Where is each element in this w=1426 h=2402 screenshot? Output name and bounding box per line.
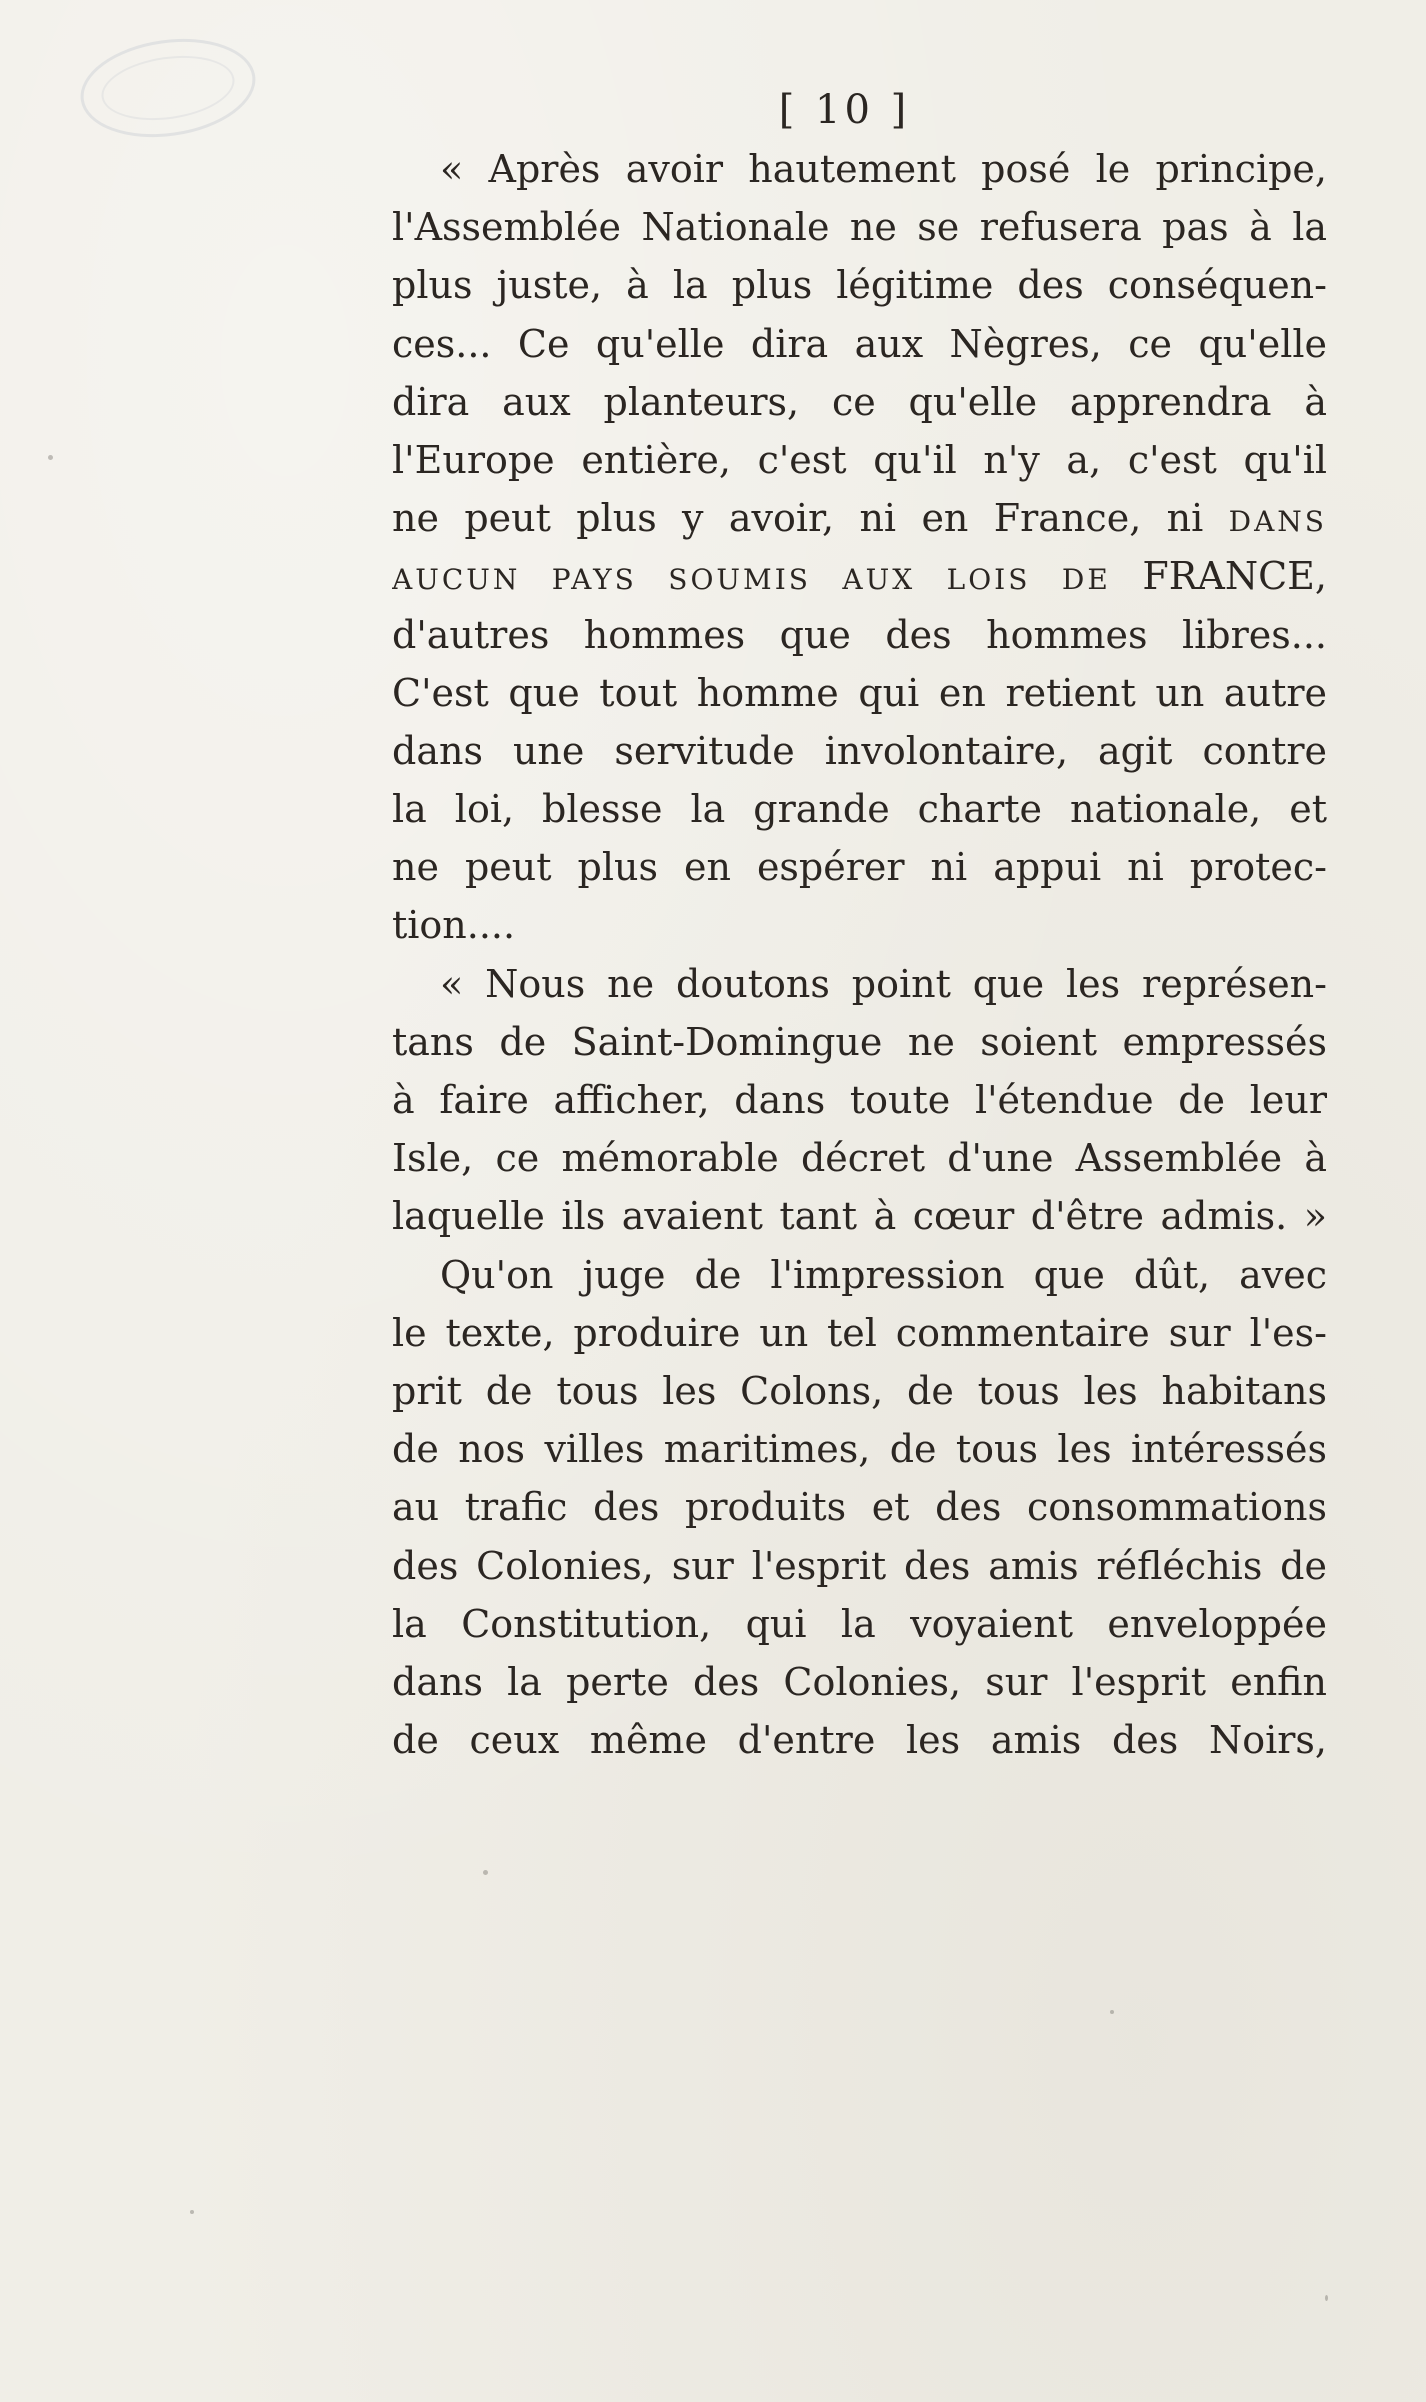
text-line: l'Assemblée Nationale ne se refusera pas à la: [392, 205, 1327, 250]
small-caps-text: AUCUN PAYS SOUMIS AUX LOIS DE: [392, 563, 1111, 597]
text-line: la loi, blesse la grande charte nationale, et: [392, 787, 1327, 832]
text-line: Isle, ce mémorable décret d'une Assemblée à: [392, 1136, 1327, 1181]
text-line: [392, 547, 1327, 605]
text-line: dans la perte des Colonies, sur l'esprit enfin: [392, 1659, 1327, 1704]
text-line: tion....: [392, 903, 516, 948]
text-line: ces... Ce qu'elle dira aux Nègres, ce qu'elle: [392, 321, 1327, 366]
text-line: le texte, produire un tel commentaire sur l'es-: [392, 1310, 1327, 1355]
text-line: l'Europe entière, c'est qu'il n'y a, c'est qu'il: [392, 437, 1327, 482]
page-text-block: [392, 80, 1327, 1769]
page-number: [ 10 ]: [778, 87, 911, 133]
text-line: à faire afficher, dans toute l'étendue de leur: [392, 1078, 1327, 1122]
paper-speck: [48, 455, 53, 460]
paper-speck: [483, 1870, 488, 1875]
text-line: ne peut plus en espérer ni appui ni protec-: [392, 845, 1327, 890]
text-line: C'est que tout homme qui en retient un autre: [392, 670, 1327, 715]
text-line: « Après avoir hautement posé le principe,: [440, 147, 1327, 191]
library-stamp: [74, 28, 262, 148]
text-line: [392, 489, 1327, 547]
text-line: Qu'on juge de l'impression que dût, avec: [440, 1252, 1327, 1297]
line-text: ne peut plus y avoir, ni en France, ni: [392, 496, 1204, 541]
text-line: laquelle ils avaient tant à cœur d'être admis. »: [392, 1194, 1327, 1239]
text-line: la Constitution, qui la voyaient enveloppée: [392, 1601, 1327, 1646]
text-line: plus juste, à la plus légitime des conséquen-: [392, 263, 1327, 308]
text-line: prit de tous les Colons, de tous les habitans: [392, 1368, 1327, 1413]
text-line: de nos villes maritimes, de tous les intéressés: [392, 1427, 1327, 1472]
paper-speck: [1325, 2295, 1328, 2301]
text-line: des Colonies, sur l'esprit des amis réfléchis de: [392, 1543, 1327, 1588]
text-line: au trafic des produits et des consommations: [392, 1485, 1327, 1530]
line-text: FRANCE,: [1142, 554, 1327, 599]
small-caps-text: DANS: [1228, 505, 1327, 539]
text-line: dira aux planteurs, ce qu'elle apprendra à: [392, 379, 1327, 424]
text-line: de ceux même d'entre les amis des Noirs,: [392, 1718, 1327, 1763]
paper-speck: [1110, 2010, 1114, 2014]
text-line: dans une servitude involontaire, agit contre: [392, 728, 1327, 773]
body-text: [392, 140, 1327, 1769]
text-line: d'autres hommes que des hommes libres...: [392, 612, 1327, 657]
text-line: tans de Saint-Domingue ne soient empressés: [392, 1019, 1327, 1064]
text-line: « Nous ne doutons point que les représen-: [440, 961, 1327, 1006]
paper-speck: [190, 2210, 194, 2214]
